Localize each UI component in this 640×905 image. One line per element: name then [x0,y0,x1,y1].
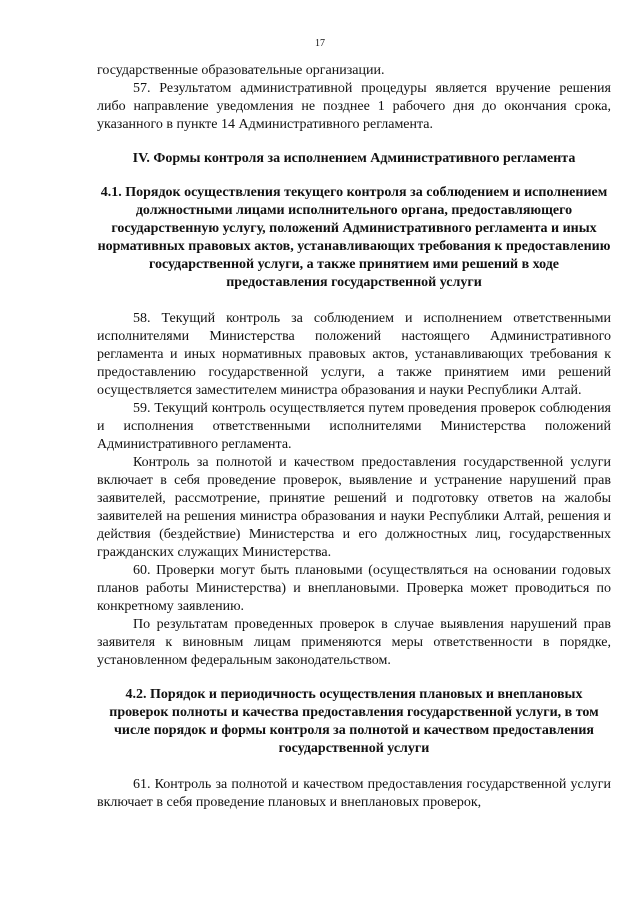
paragraph-continuation: государственные образовательные организации. [97,63,385,78]
page-content [97,62,611,812]
paragraph-58: 58. Текущий контроль за соблюдением и исполнением ответственными исполнителями Министерства положений настоящего Административного регламента и иных нормативных правовых актов, устанавливающих требования к предоставлению государственной услуги, а также принятием ими решений осуществляется заместителем министра образования и науки Республики Алтай. [97,311,611,398]
paragraph-59-continued: Контроль за полнотой и качеством предоставления государственной услуги включает в себя проведение проверок, выявление и устранение нарушений прав заявителей, рассмотрение, принятие решений и подготовку ответов на жалобы заявителей на решения министра образования и науки Республики Алтай, решения и действия (бездействие) Министерства и его должностных лиц, государственных гражданских служащих Министерства. [97,455,611,560]
page-number: 17 [315,38,325,49]
section-4-2-heading: 4.2. Порядок и периодичность осуществления плановых и внеплановых проверок полноты и качества предоставления государственной услуги, в том числе порядок и формы контроля за полнотой и качеством предоставления государственной услуги [109,687,599,756]
paragraph-60-continued: По результатам проведенных проверок в случае выявления нарушений прав заявителя к виновным лицам применяются меры ответственности в порядке, установленном федеральным законодательством. [97,617,611,668]
paragraph-60: 60. Проверки могут быть плановыми (осуществляться на основании годовых планов работы Министерства) и внеплановыми. Проверка может проводиться по конкретному заявлению. [97,563,611,614]
paragraph-61: 61. Контроль за полнотой и качеством предоставления государственной услуги включает в себя проведение плановых и внеплановых проверок, [97,777,611,810]
section-iv-heading: IV. Формы контроля за исполнением Административного регламента [132,151,576,166]
paragraph-59: 59. Текущий контроль осуществляется путем проведения проверок соблюдения и исполнения ответственными исполнителями Министерства положений Административного регламента. [97,401,611,452]
paragraph-57: 57. Результатом административной процедуры является вручение решения либо направление уведомления не позднее 1 рабочего дня до окончания срока, указанного в пункте 14 Административного регламента. [97,81,611,132]
section-4-1-heading: 4.1. Порядок осуществления текущего контроля за соблюдением и исполнением должностными лицами исполнительного органа, предоставляющего государственную услугу, положений Административного регламента и иных нормативных правовых актов, устанавливающих требования к предоставлению государственной услуги, а также принятием ими решений в ходе предоставления государственной услуги [97,185,611,290]
